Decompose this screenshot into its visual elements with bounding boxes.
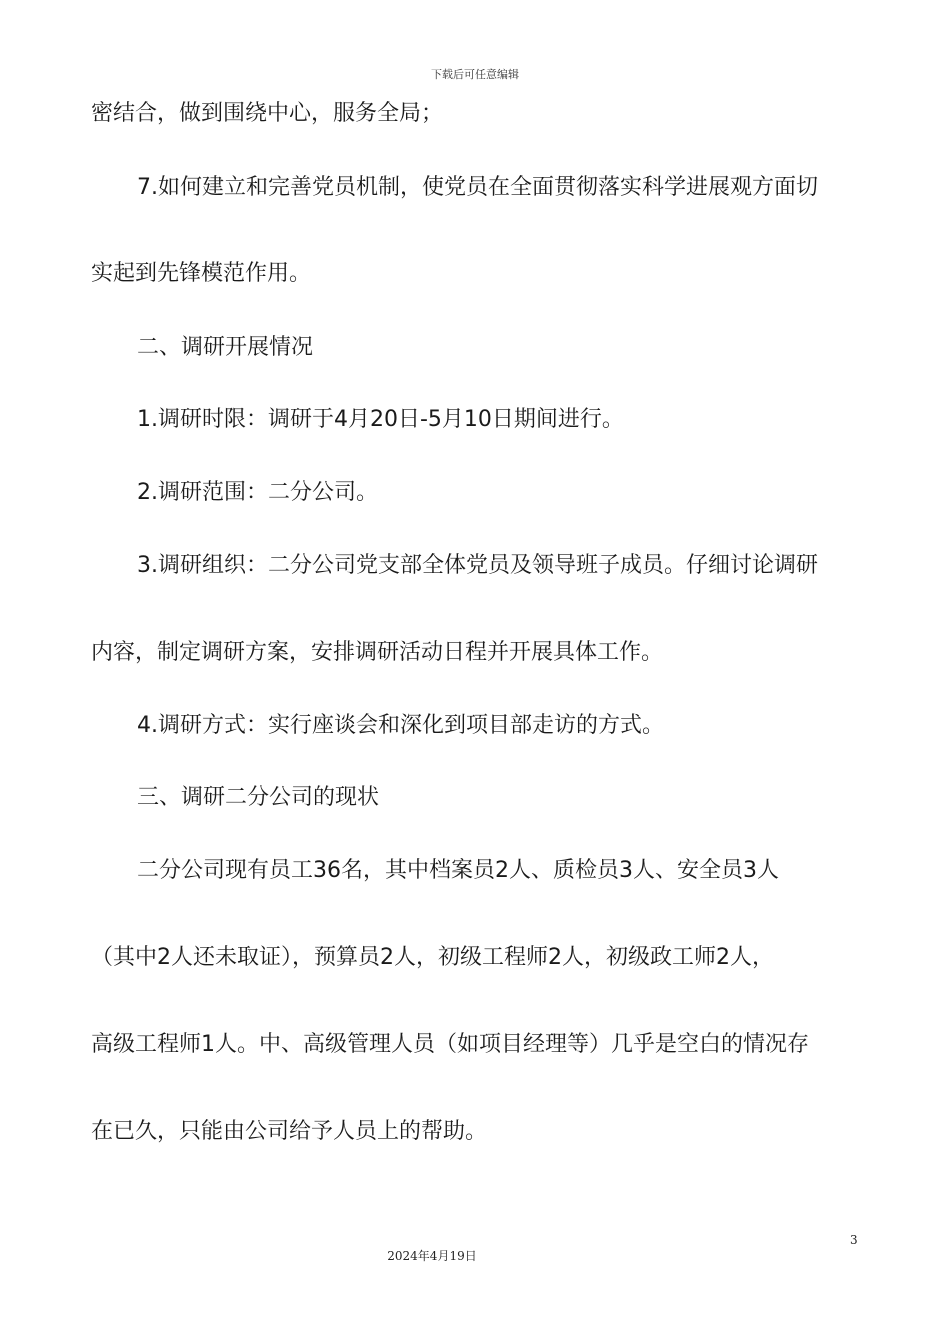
paragraph-line: 实起到先锋模范作用。 bbox=[91, 261, 312, 286]
paragraph-line: 内容，制定调研方案，安排调研活动日程并开展具体工作。 bbox=[91, 640, 664, 665]
paragraph-line: 二分公司现有员工36名，其中档案员2人、质检员3人、安全员3人 bbox=[137, 858, 779, 883]
footer-date: 2024年4月19日 bbox=[387, 1249, 477, 1263]
section-heading: 二、调研开展情况 bbox=[137, 335, 314, 360]
paragraph-line: 3.调研组织：二分公司党支部全体党员及领导班子成员。仔细讨论调研 bbox=[137, 553, 818, 578]
paragraph-line: 密结合，做到围绕中心，服务全局； bbox=[91, 101, 444, 126]
paragraph-line: 4.调研方式：实行座谈会和深化到项目部走访的方式。 bbox=[137, 713, 664, 738]
page-number: 3 bbox=[850, 1233, 858, 1247]
paragraph-line: 2.调研范围：二分公司。 bbox=[137, 480, 378, 505]
paragraph-line: 1.调研时限：调研于4月20日-5月10日期间进行。 bbox=[137, 407, 624, 432]
section-heading: 三、调研二分公司的现状 bbox=[137, 785, 380, 810]
paragraph-line: （其中2人还未取证），预算员2人，初级工程师2人，初级政工师2人， bbox=[91, 945, 774, 970]
paragraph-line: 7.如何建立和完善党员机制，使党员在全面贯彻落实科学进展观方面切 bbox=[137, 175, 818, 200]
paragraph-line: 在已久，只能由公司给予人员上的帮助。 bbox=[91, 1119, 488, 1144]
paragraph-line: 高级工程师1人。中、高级管理人员（如项目经理等）几乎是空白的情况存 bbox=[91, 1032, 809, 1057]
page-header-note: 下载后可任意编辑 bbox=[431, 68, 519, 81]
